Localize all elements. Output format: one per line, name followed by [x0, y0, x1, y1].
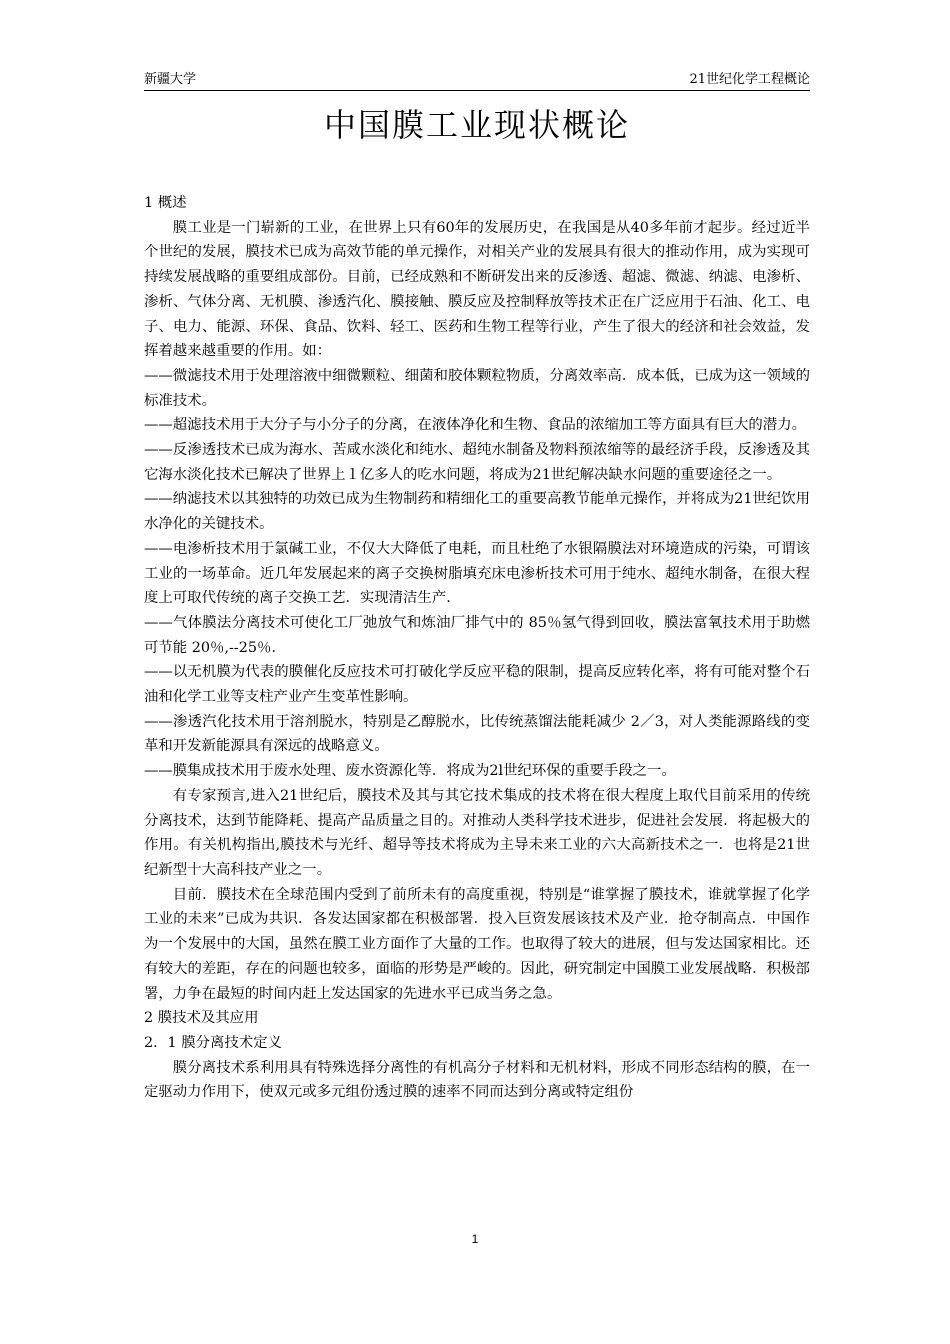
dash-item: ——气体膜法分离技术可使化工厂弛放气和炼油厂排气中的 85％氢气得到回收，膜法富氧技术用于助燃可节能 20％,--25％． — [144, 614, 810, 656]
subsection-heading: 2．1 膜分离技术定义 — [144, 1034, 283, 1051]
page-number: 1 — [471, 1232, 479, 1246]
dash-item: ——以无机膜为代表的膜催化反应技术可打破化学反应平稳的限制，提高反应转化率，将有可能对整个石油和化学工业等支柱产业产生变革性影响。 — [144, 664, 810, 706]
dash-item: ——微滤技术用于处理溶液中细微颗粒、细菌和胶体颗粒物质，分离效率高．成本低，已成为这一领域的标准技术。 — [144, 367, 810, 409]
dash-item: ——反渗透技术已成为海水、苦咸水淡化和纯水、超纯水制备及物料预浓缩等的最经济手段，反渗透及其它海水淡化技术已解决了世界上１亿多人的吃水问题，将成为21世纪解决缺水问题的重要途径之一。 — [144, 442, 810, 483]
document-title: 中国膜工业现状概论 — [323, 106, 630, 144]
page-header — [144, 70, 810, 91]
paragraph: 膜分离技术系利用具有特殊选择分离性的有机高分子材料和无机材料，形成不同形态结构的膜，在一定驱动力作用下，使双元或多元组份透过膜的速率不同而达到分离或特定组份 — [144, 1059, 810, 1101]
dash-item: ——电渗析技术用于氯碱工业，不仅大大降低了电耗，而且杜绝了水银隔膜法对环境造成的污染，可谓该工业的一场革命。近几年发展起来的离子交换树脂填充床电渗析技术可用于纯水、超纯水制备，在很大程度上可取代传统的离子交换工艺．实现清洁生产． — [144, 540, 810, 607]
section-heading: 2 膜技术及其应用 — [144, 1010, 259, 1027]
dash-item: ——超滤技术用于大分子与小分子的分离，在液体净化和生物、食品的浓缩加工等方面具有巨大的潜力。 — [144, 417, 806, 434]
paragraph: 有专家预言,进入21世纪后，膜技术及其与其它技术集成的技术将在很大程度上取代目前采用的传统分离技术，达到节能降耗、提高产品质量之目的。对推动人类科学技术进步，促进社会发展．将起极大的作用。有关机构指出,膜技术与光纤、超导等技术将成为主导未来工业的六大高新技术之一．也将是21世纪新型十大高科技产业之一。 — [144, 787, 810, 878]
paragraph: 膜工业是一门崭新的工业，在世界上只有60年的发展历史，在我国是从40多年前才起步。经过近半个世纪的发展，膜技术已成为高效节能的单元操作，对相关产业的发展具有很大的推动作用，成为实现可持续发展战略的重要组成部份。目前，已经成熟和不断研发出来的反渗透、超滤、微滤、纳滤、电渗析、渗析、气体分离、无机膜、渗透汽化、膜接触、膜反应及控制释放等技术正在广泛应用于石油、化工、电子、电力、能源、环保、食品、饮料、轻工、医药和生物工程等行业，产生了很大的经济和社会效益，发挥着越来越重要的作用。如： — [144, 219, 810, 360]
header-right-text: 21世纪化学工程概论 — [689, 72, 810, 87]
dash-item: ——渗透汽化技术用于溶剂脱水，特别是乙醇脱水，比传统蒸馏法能耗减少 2／3，对人类能源路线的变革和开发新能源具有深远的战略意义。 — [144, 713, 810, 755]
section-heading: 1 概述 — [144, 195, 187, 211]
document-body — [144, 191, 810, 1105]
dash-item: ——膜集成技术用于废水处理、废水资源化等．将成为2l世纪环保的重要手段之一。 — [144, 763, 676, 780]
header-left-text: 新疆大学 — [144, 72, 197, 87]
paragraph: 目前．膜技术在全球范围内受到了前所未有的高度重视，特别是“谁掌握了膜技术，谁就掌握了化学工业的未来”已成为共识．各发达国家都在积极部署．投入巨资发展该技术及产业．抢夺制高点．中国作为一个发展中的大国，虽然在膜工业方面作了大量的工作。也取得了较大的进展，但与发达国家相比。还有较大的差距，存在的问题也较多，面临的形势是严峻的。因此，研究制定中国膜工业发展战略．积极部署，力争在最短的时间内赶上发达国家的先进水平已成当务之急。 — [144, 886, 810, 1002]
dash-item: ——纳滤技术以其独特的功效已成为生物制药和精细化工的重要高教节能单元操作，并将成为21世纪饮用水净化的关键技术。 — [144, 491, 810, 533]
